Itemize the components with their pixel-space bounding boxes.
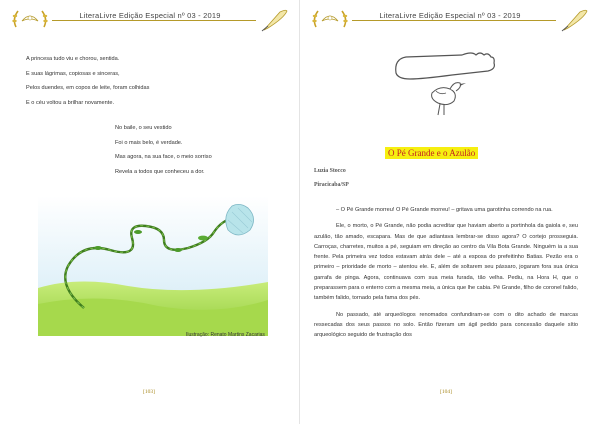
quill-pen-icon bbox=[260, 8, 290, 32]
header-title: LiteraLivre Edição Especial nº 03 - 2019 bbox=[75, 11, 224, 20]
author-city: Piracicaba/SP bbox=[314, 182, 349, 188]
page-number: [103] bbox=[143, 389, 155, 395]
page-header-right bbox=[310, 9, 590, 31]
poem-line: No baile, o seu vestido bbox=[115, 125, 172, 131]
page-number: [104] bbox=[440, 389, 452, 395]
poem-stanza-1 bbox=[26, 52, 149, 110]
page-header-left bbox=[10, 9, 290, 31]
poem-line: Pelos duendes, em copos de leite, foram colhidas bbox=[26, 85, 150, 91]
header-title: LiteraLivre Edição Especial nº 03 - 2019 bbox=[375, 11, 524, 20]
story-body bbox=[314, 205, 578, 347]
poem-line: E suas lágrimas, copiosas e sinceras, bbox=[26, 70, 120, 77]
story-paragraph: – O Pé Grande morreu! O Pé Grande morreu! – gritava uma garotinha correndo na rua. bbox=[336, 207, 553, 213]
header-rule bbox=[52, 20, 256, 21]
poem-stanza-2 bbox=[115, 121, 212, 179]
illustration-caption: Ilustração: Renato Martins Zacarias bbox=[186, 332, 265, 338]
poem-line: Mas agora, na sua face, o meio sorriso bbox=[115, 154, 212, 160]
poem-line: A princesa tudo viu e chorou, sentida. bbox=[26, 56, 120, 62]
poem-line: Revela a todos que conheceu a dor. bbox=[115, 168, 205, 175]
author-name: Luzia Stocco bbox=[314, 168, 346, 174]
story-paragraph: Ele, o morto, o Pé Grande, não podia acreditar que haviam aberto a portinhola da gaiola e, seu azulão, tão amado, escapara. Mas de que adiantava lembrar-se disso agora? O cortejo prosseguia. Carroças, charretes, muitos a pé, seguiam em direção ao centro da Vila Bota Grande. Ninguém ia a sua frente. Pela primeira vez todos estavam atrás dele – até a esposa do prefeitinho Batias. Pezão era o primeiro – prioridade de morto – atentou ele. E, além de soltarem seu pássaro, jogaram fora sua única garrafa de pinga. Agora, continuava com sua meia furada, tão velha. Pediu, na Hora H, que o preparassem para o enterro com a mesma meia, a única que lhe cabia. Pé Grande, filho de coronel falido, também falido, tornado pela fama dos pés. bbox=[314, 223, 578, 302]
poem-line: Foi o mais belo, é verdade. bbox=[115, 139, 183, 146]
foot-and-bird-drawing bbox=[392, 49, 498, 117]
quill-pen-icon bbox=[560, 8, 590, 32]
poem-line: E o céu voltou a brilhar novamente. bbox=[26, 99, 114, 106]
header-rule bbox=[352, 20, 556, 21]
vine-illustration bbox=[38, 196, 268, 336]
story-title: O Pé Grande e o Azulão bbox=[385, 147, 478, 159]
right-page bbox=[300, 0, 600, 424]
story-paragraph: No passado, até arqueólogos renomados confundiram-se com o dito achado de marcas ressecadas dos seus passos no solo. Então fizeram um ágil pedido para concessão daquele sítio arqueológico seguido de frustração dos bbox=[314, 311, 578, 339]
